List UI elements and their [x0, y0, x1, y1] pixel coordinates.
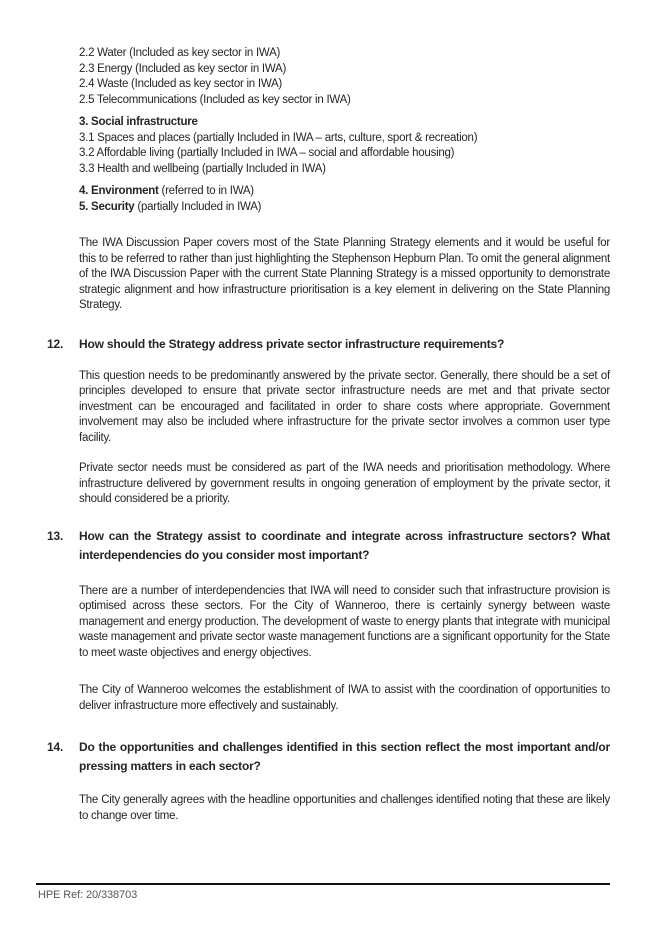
- question-13-number: 13.: [47, 528, 64, 543]
- document-content: [47, 46, 610, 824]
- intro-paragraph: The IWA Discussion Paper covers most of the State Planning Strategy elements and it would be useful for this to be referred to rather than just highlighting the Stephenson Hepburn Plan. To omit the general alignment of the IWA Discussion Paper with the current State Planning Strategy is a missed opportunity to demonstrate strategic alignment and how infrastructure prioritisation is a key element in delivering on the State Planning Strategy.: [79, 237, 610, 311]
- question-13: [47, 527, 610, 565]
- question-14-answer-1: The City generally agrees with the headline opportunities and challenges identified noting that these are likely to change over time.: [79, 794, 610, 822]
- section-5-note: (partially Included in IWA): [134, 200, 262, 213]
- list-item: 3.1 Spaces and places (partially Included in IWA – arts, culture, sport & recreation): [79, 131, 478, 144]
- footer-reference: HPE Ref: 20/338703: [38, 889, 138, 901]
- question-13-text: How can the Strategy assist to coordinate and integrate across infrastructure sectors? What interdependencies do you consider most important?: [79, 528, 610, 562]
- list-item: 2.5 Telecommunications (Included as key sector in IWA): [79, 93, 351, 106]
- list-item: 2.3 Energy (Included as key sector in IWA): [79, 62, 287, 75]
- sector-list-3: [79, 131, 610, 178]
- question-12-text: How should the Strategy address private sector infrastructure requirements?: [79, 336, 505, 351]
- list-item: 2.2 Water (Included as key sector in IWA): [79, 47, 281, 59]
- section-4-heading: 4. Environment: [79, 185, 159, 197]
- footer-divider: [36, 883, 610, 885]
- question-12: [47, 335, 610, 354]
- question-12-answer-1: This question needs to be predominantly answered by the private sector. Generally, there should be a set of principles developed to ensure that private sector infrastructure needs are met and that private sector investment can be encouraged and facilitated in order to share costs where appropriate. Government involvement may also be included where infrastructure for the private sector involves a common user type facility.: [79, 369, 610, 444]
- section-4-line: [79, 184, 610, 200]
- question-13-answer-1: There are a number of interdependencies that IWA will need to consider such that infrastructure provision is optimised across these sectors. For the City of Wanneroo, there is certainly synergy between waste management and energy production. The development of waste to energy plants that integrate with municipal waste management and private sector waste management functions are a significant opportunity for the State to meet waste objectives and energy objectives.: [79, 584, 610, 659]
- question-14-number: 14.: [47, 740, 64, 754]
- question-14: [47, 738, 610, 776]
- question-14-text: Do the opportunities and challenges identified in this section reflect the most important and/or pressing matters in each sector?: [79, 740, 610, 773]
- list-item: 3.3 Health and wellbeing (partially Included in IWA): [79, 162, 326, 175]
- sections-4-5: [79, 184, 610, 215]
- section-5-line: [79, 200, 610, 216]
- list-item: 3.2 Affordable living (partially Included in IWA – social and affordable housing): [79, 147, 455, 159]
- question-12-number: 12.: [47, 336, 64, 351]
- section-4-note: (referred to in IWA): [158, 185, 254, 197]
- section-5-heading: 5. Security: [79, 200, 135, 213]
- sector-list-2: [79, 46, 610, 108]
- question-13-answer-2: The City of Wanneroo welcomes the establishment of IWA to assist with the coordination of opportunities to deliver infrastructure more effectively and sustainably.: [79, 684, 610, 712]
- question-12-answer-2: Private sector needs must be considered as part of the IWA needs and prioritisation methodology. Where infrastructure delivered by government results in ongoing generation of employment by the private sector, it should considered be a priority.: [79, 462, 610, 505]
- section-3-heading: 3. Social infrastructure: [79, 116, 198, 128]
- list-item: 2.4 Waste (Included as key sector in IWA): [79, 78, 283, 90]
